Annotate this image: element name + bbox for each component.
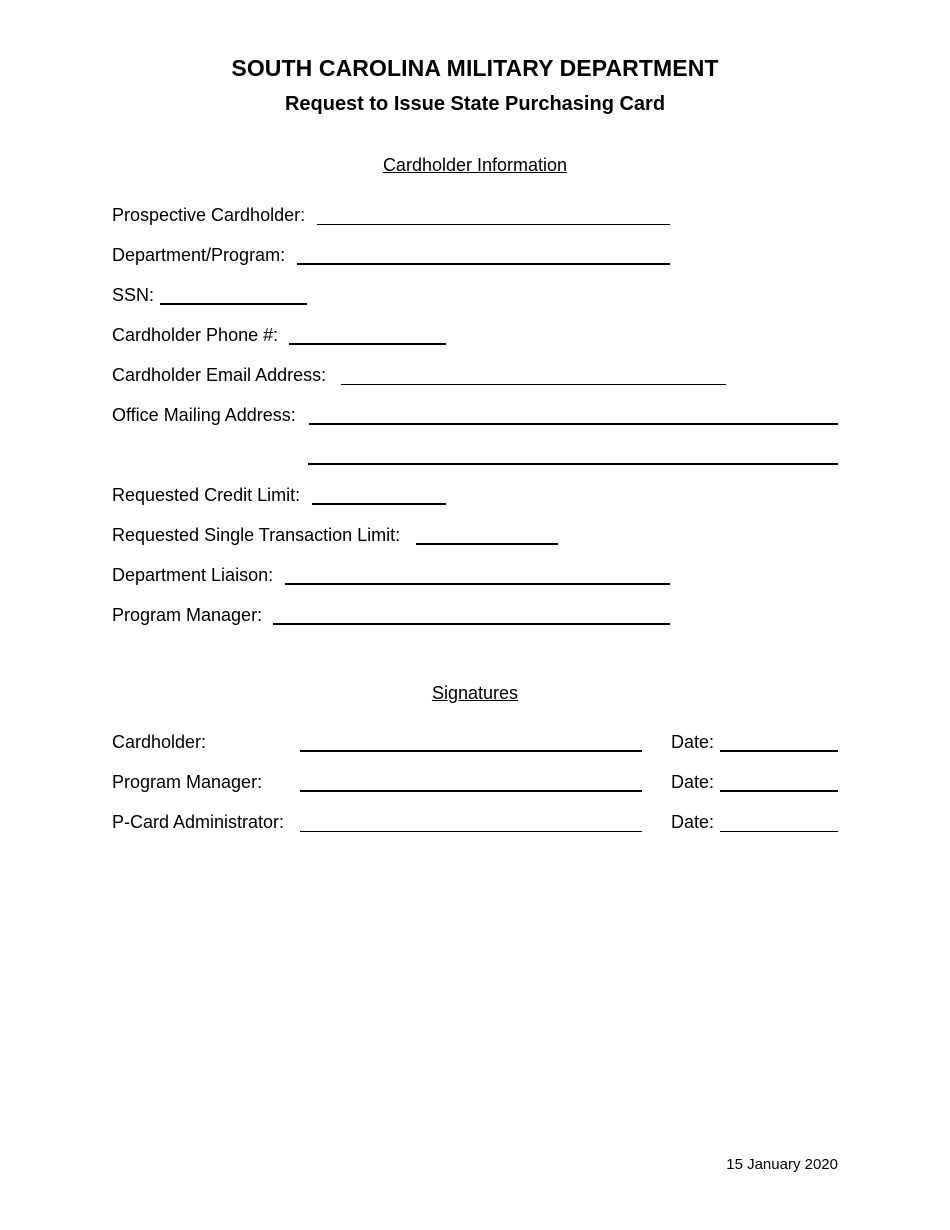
sig-cardholder-label: Cardholder: [112, 732, 207, 752]
single-transaction-limit-field[interactable] [416, 543, 558, 545]
phone-label: Cardholder Phone #: [112, 325, 279, 345]
department-program-field[interactable] [297, 263, 670, 265]
program-manager-field[interactable] [273, 623, 670, 625]
program-manager-label: Program Manager: [112, 605, 263, 625]
sig-cardholder-date-field[interactable] [720, 750, 838, 752]
sig-program-manager-field[interactable] [300, 790, 642, 792]
sig-program-manager-date-label: Date: [671, 772, 715, 792]
organization-title: SOUTH CAROLINA MILITARY DEPARTMENT [231, 55, 719, 81]
signatures-heading: Signatures [431, 683, 519, 703]
sig-program-manager-label: Program Manager: [112, 772, 263, 792]
footer-date: 15 January 2020 [726, 1156, 838, 1173]
department-liaison-label: Department Liaison: [112, 565, 274, 585]
prospective-cardholder-label: Prospective Cardholder: [112, 205, 306, 225]
mailing-address-field-line1[interactable] [309, 423, 838, 425]
credit-limit-field[interactable] [312, 503, 446, 505]
email-label: Cardholder Email Address: [112, 365, 327, 385]
department-liaison-field[interactable] [285, 583, 670, 585]
credit-limit-label: Requested Credit Limit: [112, 485, 301, 505]
form-title: Request to Issue State Purchasing Card [284, 93, 666, 115]
sig-pcard-admin-label: P-Card Administrator: [112, 812, 285, 832]
sig-pcard-admin-date-label: Date: [671, 812, 715, 832]
email-field[interactable] [341, 384, 726, 385]
cardholder-info-heading: Cardholder Information [382, 155, 568, 175]
mailing-address-field-line2[interactable] [308, 463, 838, 465]
department-program-label: Department/Program: [112, 245, 286, 265]
sig-pcard-admin-field[interactable] [300, 831, 642, 832]
mailing-address-label: Office Mailing Address: [112, 405, 296, 425]
phone-field[interactable] [289, 343, 446, 345]
single-transaction-limit-label: Requested Single Transaction Limit: [112, 525, 401, 545]
sig-pcard-admin-date-field[interactable] [720, 831, 838, 832]
ssn-field[interactable] [160, 303, 307, 305]
sig-cardholder-field[interactable] [300, 750, 642, 752]
sig-cardholder-date-label: Date: [671, 732, 715, 752]
ssn-label: SSN: [112, 285, 155, 305]
sig-program-manager-date-field[interactable] [720, 790, 838, 792]
prospective-cardholder-field[interactable] [317, 224, 670, 225]
